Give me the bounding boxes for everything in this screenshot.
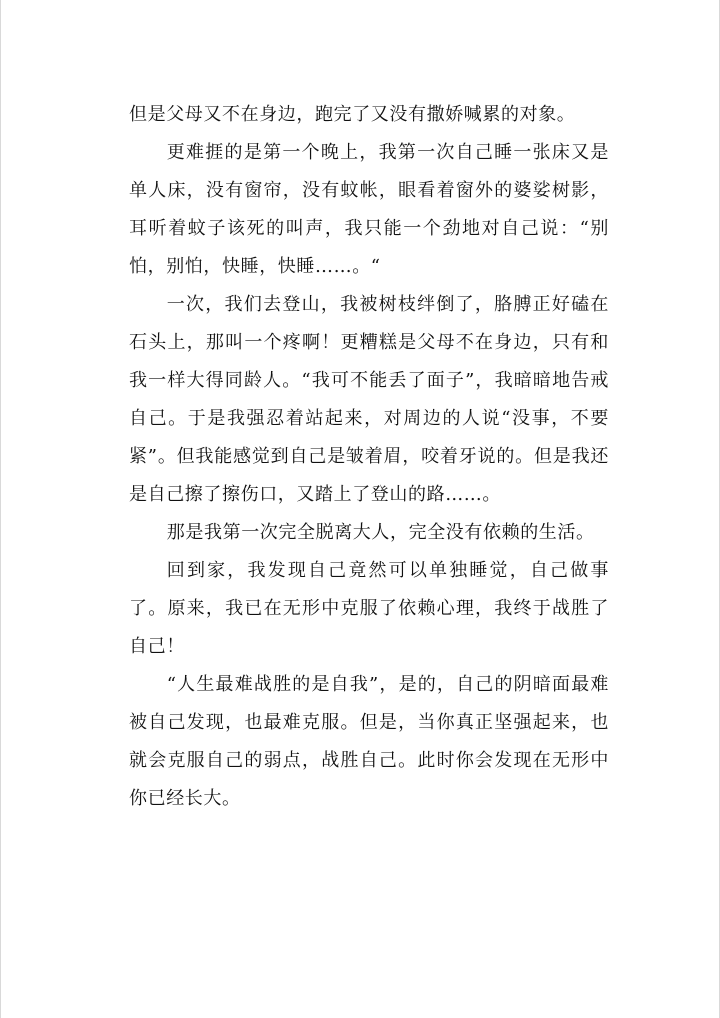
paragraph-2: 更难捱的是第一个晚上，我第一次自己睡一张床又是单人床，没有窗帘，没有蚊帐，眼看着窗外的婆娑树影，耳听着蚊子该死的叫声，我只能一个劲地对自己说：“别怕，别怕，快睡，快睡……。“ <box>129 142 609 277</box>
paragraph-5: 回到家，我发现自己竟然可以单独睡觉，自己做事了。原来，我已在无形中克服了依赖心理，我终于战胜了自己！ <box>129 560 609 657</box>
document-body <box>129 96 609 818</box>
paragraph-4: 那是我第一次完全脱离大人，完全没有依赖的生活。 <box>166 522 595 543</box>
paragraph-1: 但是父母又不在身边，跑完了又没有撒娇喊累的对象。 <box>129 104 576 125</box>
paragraph-3: 一次，我们去登山，我被树枝绊倒了，胳膊正好磕在石头上，那叫一个疼啊！更糟糕是父母不在身边，只有和我一样大得同龄人。“我可不能丢了面子”，我暗暗地告戒自己。于是我强忍着站起来，对周边的人说“没事，不要紧”。但我能感觉到自己是皱着眉，咬着牙说的。但是我还是自己擦了擦伤口，又踏上了登山的路……。 <box>129 294 609 505</box>
paragraph-6: “人生最难战胜的是自我”，是的，自己的阴暗面最难被自己发现，也最难克服。但是，当你真正坚强起来，也就会克服自己的弱点，战胜自己。此时你会发现在无形中你已经长大。 <box>129 674 609 809</box>
